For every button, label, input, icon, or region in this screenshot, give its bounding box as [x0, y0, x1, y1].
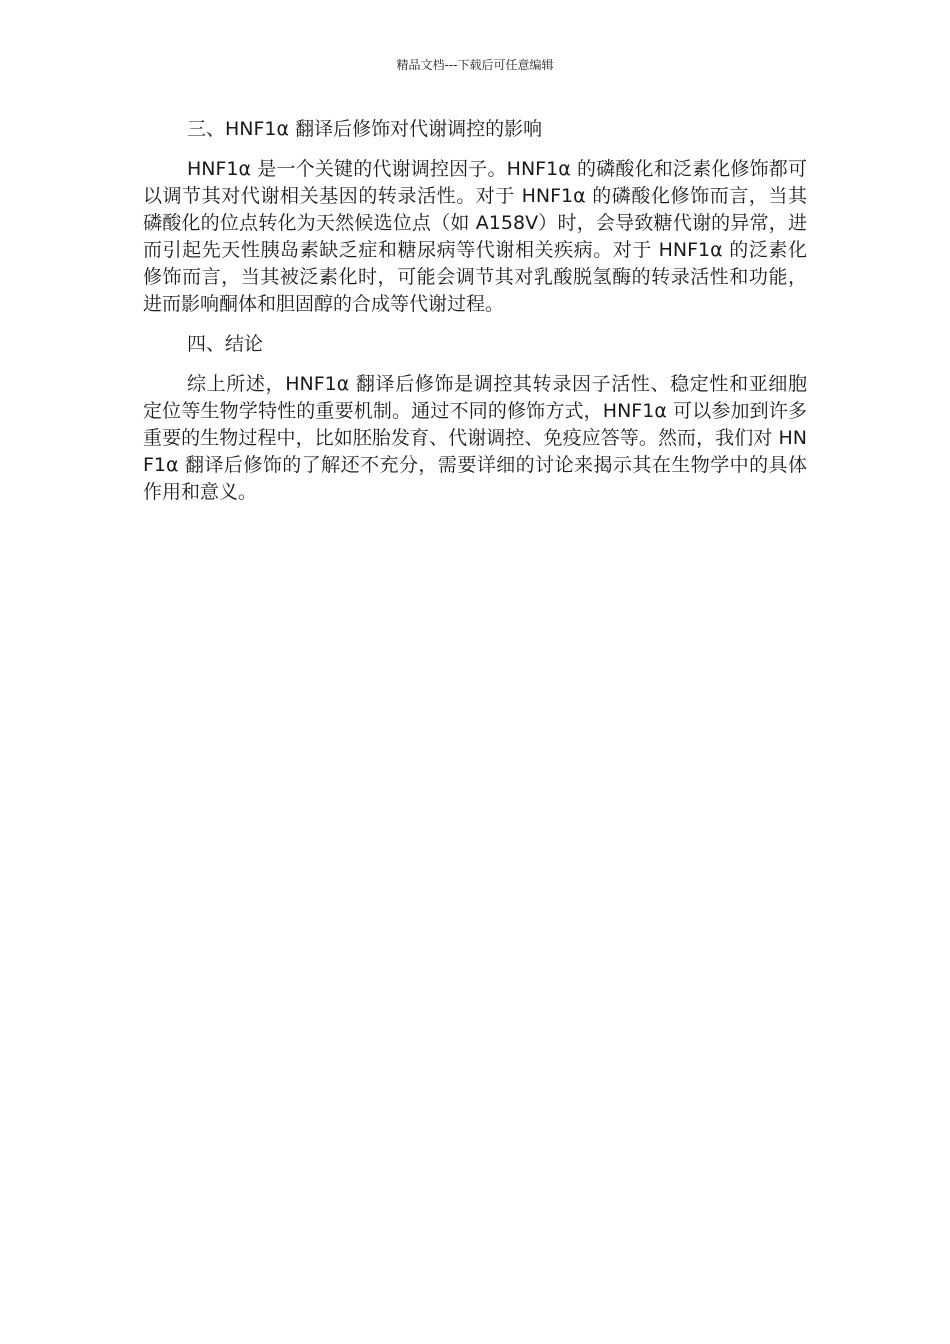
- section-conclusion: [143, 331, 807, 506]
- page-header: 精品文档---下载后可任意编辑: [396, 58, 554, 72]
- document-body: [143, 116, 807, 519]
- section-paragraph: HNF1α 是一个关键的代谢调控因子。HNF1α 的磷酸化和泛素化修饰都可以调节其对代谢相关基因的转录活性。对于 HNF1α 的磷酸化修饰而言，当其磷酸化的位点转化为天然候选位点（如 A158V）时，会导致糖代谢的异常，进而引起先天性胰岛素缺乏症和糖尿病等代谢相关疾病。对于 HNF1α 的泛素化修饰而言，当其被泛素化时，可能会调节其对乳酸脱氢酶的转录活性和功能，进而影响酮体和胆固醇的合成等代谢过程。: [143, 158, 807, 315]
- section-heading: 三、HNF1α 翻译后修饰对代谢调控的影响: [187, 118, 543, 140]
- section-metabolic-regulation: [143, 116, 807, 318]
- section-paragraph: 综上所述，HNF1α 翻译后修饰是调控其转录因子活性、稳定性和亚细胞定位等生物学特性的重要机制。通过不同的修饰方式，HNF1α 可以参加到许多重要的生物过程中，比如胚胎发育、代谢调控、免疫应答等。然而，我们对 HNF1α 翻译后修饰的了解还不充分，需要详细的讨论来揭示其在生物学中的具体作用和意义。: [143, 373, 807, 503]
- section-heading: 四、结论: [187, 333, 264, 355]
